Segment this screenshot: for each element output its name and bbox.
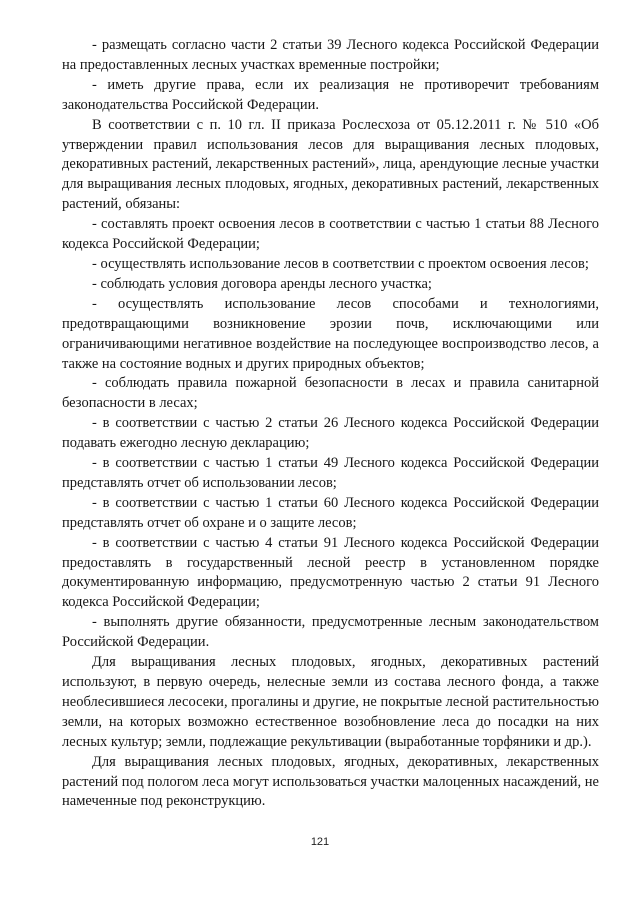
page-number: 121	[310, 836, 330, 848]
paragraph: Для выращивания лесных плодовых, ягодных, декоративных, лекарственных растений под пологом леса могут использоваться участки малоценных насаждений, не намеченные под реконструкцию.	[62, 753, 599, 810]
paragraph: - в соответствии с частью 1 статьи 60 Лесного кодекса Российской Федерации представлять отчет об охране и о защите лесов;	[62, 494, 599, 531]
paragraph: - осуществлять использование лесов способами и технологиями, предотвращающими возникновение эрозии почв, исключающими или ограничивающими негативное воздействие на последующее воспроизводство лесов, а также на состояние водных и других природных объектов;	[62, 295, 599, 372]
paragraph: - в соответствии с частью 4 статьи 91 Лесного кодекса Российской Федерации предоставлять в государственный лесной реестр в установленном порядке документированную информацию, предусмотренную частью 2 статьи 91 Лесного кодекса Российской Федерации;	[62, 534, 599, 611]
paragraph: - в соответствии с частью 2 статьи 26 Лесного кодекса Российской Федерации подавать ежегодно лесную декларацию;	[62, 415, 599, 452]
paragraph: - иметь другие права, если их реализация не противоречит требованиям законодательства Российской Федерации.	[62, 76, 599, 113]
paragraph: - составлять проект освоения лесов в соответствии с частью 1 статьи 88 Лесного кодекса Российской Федерации;	[62, 216, 599, 253]
paragraph: Для выращивания лесных плодовых, ягодных, декоративных растений используют, в первую очередь, нелесные земли из состава лесного фонда, а также необлесившиеся лесосеки, прогалины и другие, не покрытые лесной растительностью земли, на которых возможно естественное возобновление леса до посадки на них лесных культур; земли, подлежащие рекультивации (выработанные торфяники и др.).	[62, 654, 599, 750]
paragraph: - соблюдать условия договора аренды лесного участка;	[92, 275, 432, 292]
paragraph: - выполнять другие обязанности, предусмотренные лесным законодательством Российской Федерации.	[62, 614, 599, 651]
document-body	[62, 36, 599, 812]
paragraph: В соответствии с п. 10 гл. II приказа Рослесхоза от 05.12.2011 г. № 510 «Об утверждении правил использования лесов для выращивания лесных плодовых, декоративных растений, лекарственных растений», лица, арендующие лесные участки для выращивания лесных плодовых, ягодных, декоративных растений, лекарственных растений, обязаны:	[62, 116, 599, 213]
paragraph: - размещать согласно части 2 статьи 39 Лесного кодекса Российской Федерации на предоставленных лесных участках временные постройки;	[62, 37, 599, 73]
paragraph: - соблюдать правила пожарной безопасности в лесах и правила санитарной безопасности в лесах;	[62, 375, 599, 412]
paragraph: - в соответствии с частью 1 статьи 49 Лесного кодекса Российской Федерации представлять отчет об использовании лесов;	[62, 455, 599, 491]
paragraph: - осуществлять использование лесов в соответствии с проектом освоения лесов;	[92, 255, 589, 272]
